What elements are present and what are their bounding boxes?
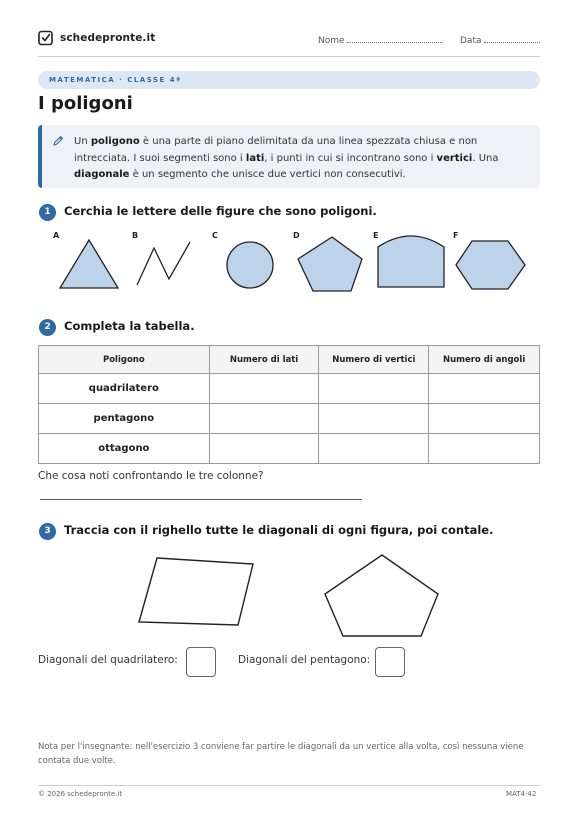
- checklist-logo-icon: [38, 30, 54, 46]
- quadrilateral-diagonals-box[interactable]: [186, 647, 216, 677]
- answer-cell[interactable]: [209, 374, 319, 404]
- pentagon-diagonals-label: Diagonali del pentagono:: [238, 654, 371, 666]
- answer-cell[interactable]: [319, 404, 429, 434]
- answer-cell[interactable]: [319, 374, 429, 404]
- table-question: Che cosa noti confrontando le tre colonne?: [38, 470, 264, 482]
- figure-a-triangle: [60, 240, 118, 288]
- answer-cell[interactable]: [209, 404, 319, 434]
- column-header: Numero di vertici: [319, 346, 429, 374]
- name-label: Nome: [318, 36, 345, 46]
- figure-d-pentagon: [298, 237, 362, 291]
- row-label: quadrilatero: [39, 374, 210, 404]
- date-field[interactable]: [460, 34, 540, 46]
- footer-divider: [38, 785, 540, 786]
- row-label: pentagono: [39, 404, 210, 434]
- figure-f-hexagon: [456, 241, 525, 289]
- name-field[interactable]: [318, 34, 443, 46]
- figure-e-curved-shape: [378, 236, 444, 287]
- answer-line[interactable]: [40, 499, 362, 500]
- exercise-1-title: Cerchia le lettere delle figure che sono poligoni.: [64, 204, 377, 218]
- teacher-note: Nota per l'insegnante: nell'esercizio 3 conviene far partire le diagonali da un vertice alla volta, così nessuna viene contata due volte.: [38, 742, 524, 766]
- polygon-table: [38, 345, 540, 464]
- quadrilateral-figure: [139, 558, 253, 625]
- pentagon-figure: [325, 555, 438, 636]
- figures-row: [0, 228, 579, 298]
- worksheet-code: MAT4-42: [506, 790, 537, 798]
- figure-letter-b[interactable]: B: [132, 231, 139, 240]
- pentagon-diagonals-box[interactable]: [375, 647, 405, 677]
- header-divider: [38, 56, 540, 57]
- figure-letter-e[interactable]: E: [373, 231, 379, 240]
- name-dotted-line: [347, 34, 443, 43]
- answer-cell[interactable]: [209, 434, 319, 464]
- exercise-1-number: 1: [39, 204, 56, 221]
- pencil-icon: [52, 135, 64, 147]
- figure-letter-a[interactable]: A: [53, 231, 60, 240]
- figure-c-circle: [227, 242, 273, 288]
- brand: [38, 30, 155, 46]
- page-title: I poligoni: [38, 93, 133, 114]
- column-header: Poligono: [39, 346, 210, 374]
- answer-cell[interactable]: [319, 434, 429, 464]
- table-header-row: [39, 346, 540, 374]
- exercise-3-number: 3: [39, 523, 56, 540]
- term-lati: lati: [245, 152, 265, 164]
- answer-cell[interactable]: [429, 404, 540, 434]
- table-row: [39, 404, 540, 434]
- exercise-3-title: Traccia con il righello tutte le diagonali di ogni figura, poi contale.: [64, 523, 494, 537]
- definition-text: Un poligono è una parte di piano delimitata da una linea spezzata chiusa e non intrecciata. I suoi segmenti sono i lati, i punti in cui si incontrano sono i vertici. Una diagonale è un segmento che unisce due vertici non consecutivi.: [74, 136, 499, 180]
- exercise-2-number: 2: [39, 319, 56, 336]
- table-row: [39, 374, 540, 404]
- figure-letter-d[interactable]: D: [293, 231, 300, 240]
- diagonal-figures: [0, 550, 579, 640]
- date-dotted-line: [484, 34, 540, 43]
- exercise-2-title: Completa la tabella.: [64, 319, 195, 333]
- term-diagonale: diagonale: [74, 169, 130, 180]
- row-label: ottagono: [39, 434, 210, 464]
- table-row: [39, 434, 540, 464]
- brand-name: schedepronte.it: [60, 32, 156, 44]
- quadrilateral-diagonals-label: Diagonali del quadrilatero:: [38, 654, 178, 666]
- answer-cell[interactable]: [429, 434, 540, 464]
- copyright: © 2026 schedepronte.it: [38, 790, 123, 798]
- figure-letter-c[interactable]: C: [212, 231, 218, 240]
- column-header: Numero di lati: [209, 346, 319, 374]
- answer-cell[interactable]: [429, 374, 540, 404]
- subject-pill: MATEMATICA · CLASSE 4ª: [38, 71, 540, 89]
- term-vertici: vertici: [436, 152, 473, 164]
- column-header: Numero di angoli: [429, 346, 540, 374]
- figure-letter-f[interactable]: F: [453, 231, 459, 240]
- term-poligono: poligono: [90, 136, 140, 147]
- date-label: Data: [460, 36, 482, 46]
- figure-b-open-line: [137, 242, 190, 285]
